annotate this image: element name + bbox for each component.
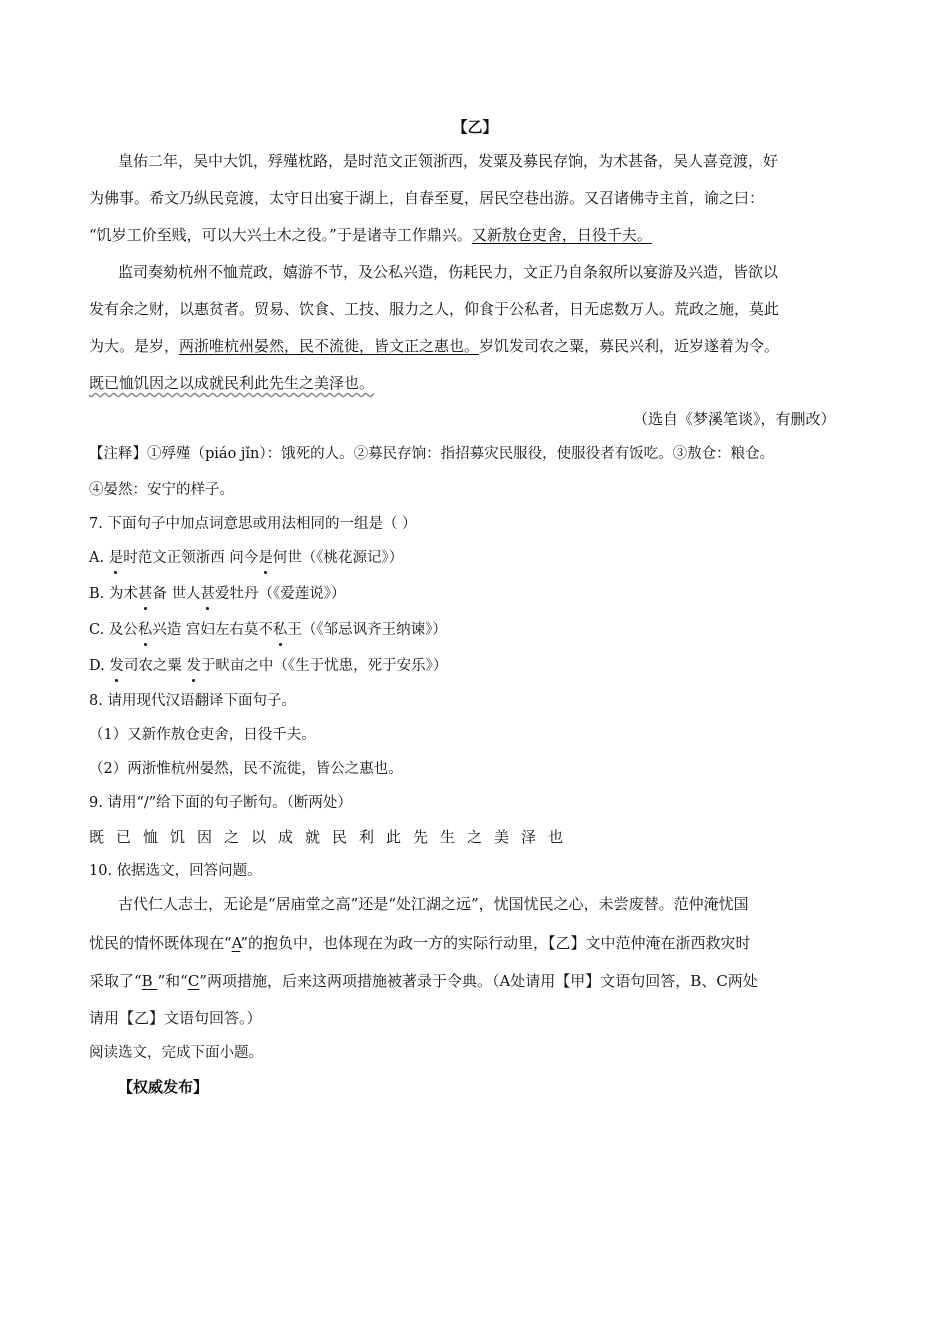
wavy-underlined-sentence [89,372,374,394]
passage-p1-line2: 为佛事。希文乃纵民竞渡，太守日出宴于湖上，自春至夏，居民空巷出游。又召诸佛寺主首，谕之曰： [89,189,765,207]
passage-p2-line3-tail: 岁饥发司农之粟，募民兴利，近岁遂着为令。 [479,337,780,355]
blank-a: A [231,934,241,952]
q7-c-suffix: 王（《邹忌讽齐王纳谏》） [287,622,447,638]
question-9-stem: 9. 请用“/”给下面的句子断句。（断两处） [89,795,352,811]
q7-a-dotted-word-2: 是 [258,547,273,569]
q10-line3 [89,970,758,992]
underlined-sentence-2: 两浙唯杭州晏然，民不流徙，皆文正之惠也。 [179,337,480,355]
authority-badge: 【权威发布】 [118,1078,209,1096]
q8-sentence-2: （2）两浙惟杭州晏然，民不流徙，皆公之惠也。 [89,761,403,777]
question-7-stem: 7. 下面句子中加点词意思或用法相同的一组是（ ） [89,516,417,532]
q7-a-suffix: 何世（《桃花源记》） [272,550,404,566]
q10-line1: 古代仁人志士，无论是“居庙堂之高”还是“处江湖之远”，忧国忧民之心，未尝废替。范仲淹忧国 [118,895,749,913]
question-10-stem: 10. 依据选文，回答问题。 [89,863,262,879]
blank-b: B [141,972,158,990]
q10-line3-lead: 采取了“ [89,972,142,990]
wavy-sentence-text: 既已恤饥因之以成就民利此先生之美泽也。 [89,374,375,392]
q7-d-dotted-word-2: 发 [186,655,201,677]
q10-line3-mid: ”和“ [157,972,188,990]
q7-b-prefix: B. 为术 [89,586,138,602]
q7-b-dotted-word-2: 甚 [200,583,215,605]
passage-p2-line1: 监司奏劾杭州不恤荒政，嬉游不节，及公私兴造，伤耗民力，文正乃自条叙所以宴游及兴造，皆欲以 [118,263,779,281]
q9-punctuation-text: 既已恤饥因之以成就民利此先生之美泽也 [89,828,576,846]
reading-instruction: 阅读选文，完成下面小题。 [89,1045,263,1061]
passage-heading: 【乙】 [452,118,498,136]
notes-line1: 【注释】①殍殣（piáo jǐn）：饿死的人。②募民存饷：指招募灾民服役，使服役者有饭吃。③敖仓：粮仓。 [89,446,775,462]
q10-line4: 请用【乙】文语句回答。） [89,1009,262,1027]
q7-b-dotted-word-1: 甚 [138,583,153,605]
q7-c-middle: 兴造 宫妇左右莫不 [152,622,273,638]
q7-option-c [89,619,447,641]
passage-p2-line3 [89,335,779,357]
q10-line2-lead: 忧民的情怀既体现在“ [89,934,232,952]
passage-p2-line3-lead: 为大。是岁， [89,337,180,355]
q7-c-prefix: C. 及公 [89,622,138,638]
q10-line3-tail: ”两项措施，后来这两项措施被著录于令典。（A处请用【甲】文语句回答，B、C两处 [199,972,758,990]
q7-d-suffix: 于畎亩之中（《生于忧患，死于安乐》） [200,658,448,674]
q7-c-dotted-word-2: 私 [273,619,288,641]
q7-a-middle: 时范文正领浙西 问今 [123,550,259,566]
q7-d-middle: 司农之粟 [123,658,187,674]
q7-d-prefix: D. [89,658,110,674]
passage-source: （选自《梦溪笔谈》，有删改） [633,410,836,428]
passage-p2-line2: 发有余之财，以惠贫者。贸易、饮食、工技、服力之人，仰食于公私者，日无虑数万人。荒政之施，莫此 [89,300,780,318]
passage-p1-line3 [89,224,652,246]
q7-option-d [89,655,447,677]
q7-b-middle: 备 世人 [152,586,201,602]
q7-d-dotted-word-1: 发 [109,655,124,677]
underlined-sentence-1: 又新敖仓吏舍，日役千夫。 [471,226,652,244]
q7-a-prefix: A. [89,550,109,566]
q7-b-suffix: 爱牡丹（《爱莲说》） [214,586,346,602]
q7-option-b [89,583,345,605]
q7-c-dotted-word-1: 私 [138,619,153,641]
question-8-stem: 8. 请用现代汉语翻译下面句子。 [89,693,296,709]
q10-line2 [89,932,751,954]
passage-p1-line1: 皇佑二年，吴中大饥，殍殣枕路，是时范文正领浙西，发粟及募民存饷，为术甚备，吴人喜竞渡，好 [118,152,779,170]
q10-line2-tail: ”的抱负中，也体现在为政一方的实际行动里，【乙】文中范仲淹在浙西救灾时 [240,934,751,952]
q7-option-a [89,547,403,569]
q7-a-dotted-word-1: 是 [109,547,124,569]
q8-sentence-1: （1）又新作敖仓吏舍，日役千夫。 [89,727,316,743]
notes-line2: ④晏然：安宁的样子。 [89,482,234,498]
blank-c: C [187,972,200,990]
passage-p1-line3-text: “饥岁工价至贱，可以大兴土木之役。”于是诸寺工作鼎兴。 [89,226,472,244]
